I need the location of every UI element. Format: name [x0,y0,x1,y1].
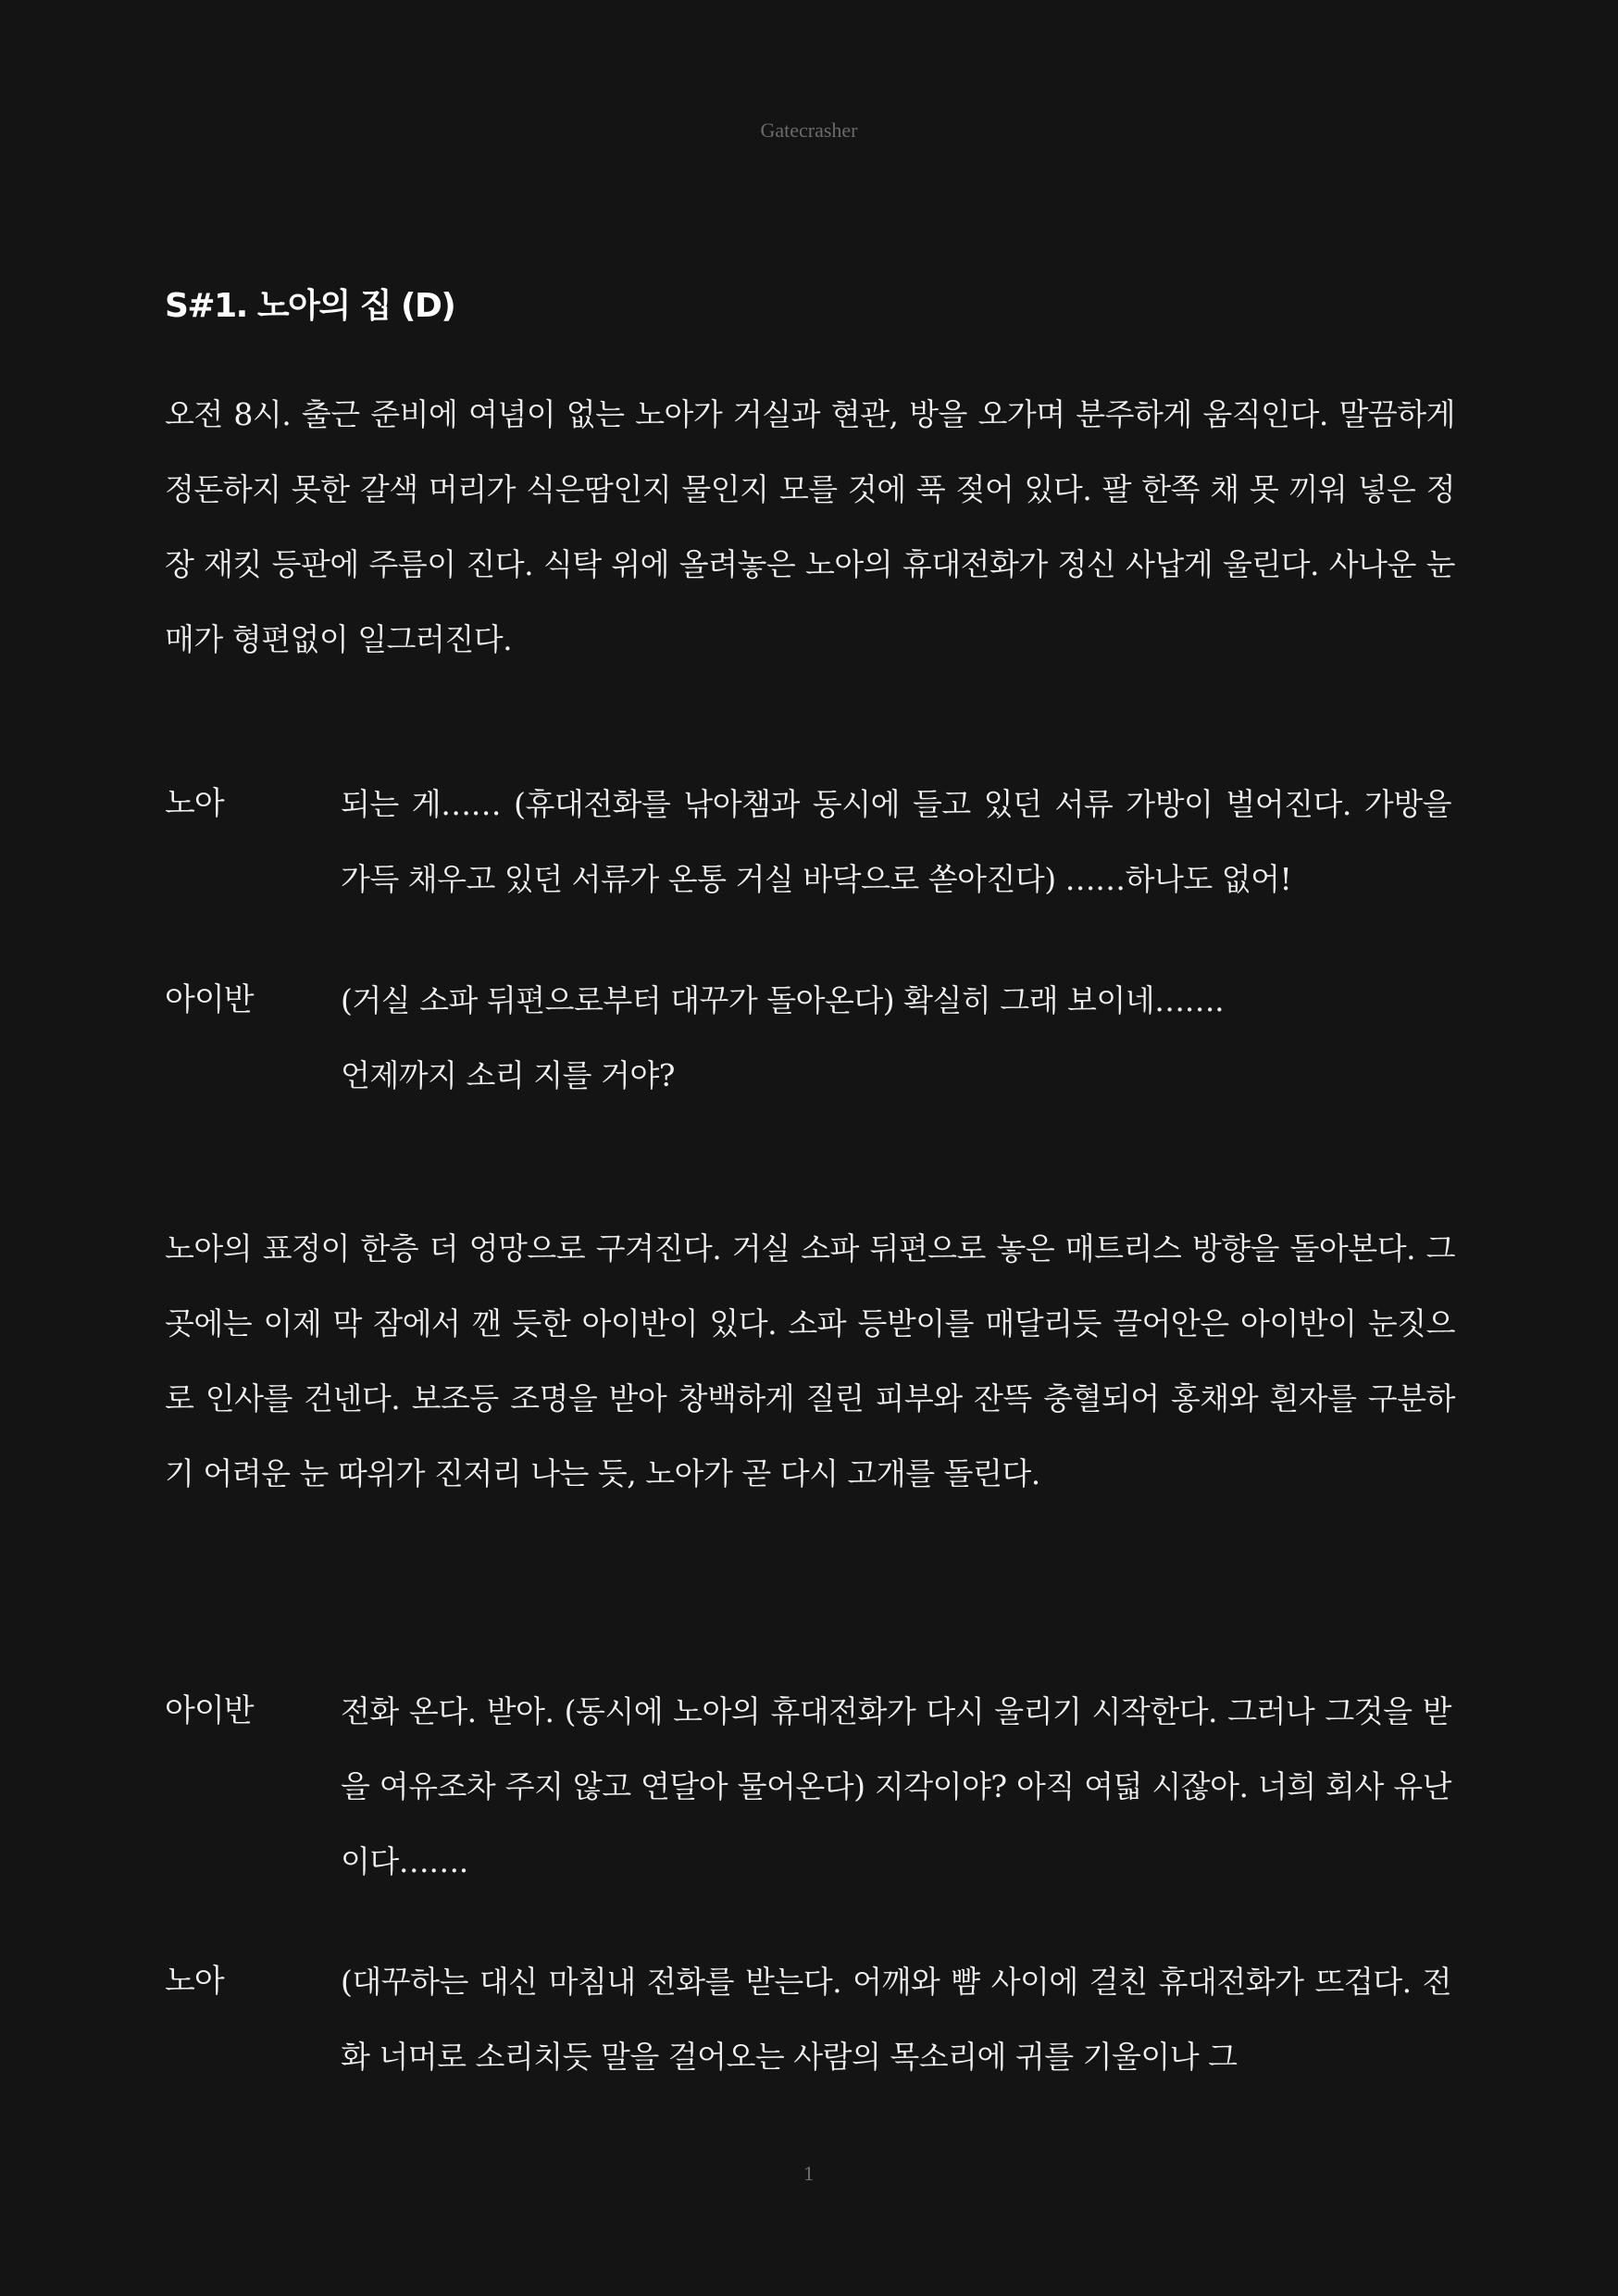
dialogue-block-2 [165,963,1455,1113]
speaker-name: 노아 [165,785,224,822]
dialogue-line: 언제까지 소리 지를 거야? [341,1057,675,1093]
dialogue-line: (거실 소파 뒤편으로부터 대꾸가 돌아온다) 확실히 그래 보이네……. [341,982,1225,1018]
page-number: 1 [803,2163,815,2185]
dialogue-block-3 [165,1674,1455,1899]
scene-heading: S#1. 노아의 집 (D) [165,287,455,325]
dialogue-line: 되는 게…… (휴대전화를 낚아챔과 동시에 들고 있던 서류 가방이 벌어진다. 가방을 가득 채우고 있던 서류가 온통 거실 바닥으로 쏟아진다) ……하나도 없어! [341,786,1451,897]
action-paragraph-1: 오전 8시. 출근 준비에 여념이 없는 노아가 거실과 현관, 방을 오가며 분주하게 움직인다. 말끔하게 정돈하지 못한 갈색 머리가 식은땀인지 물인지 모를 것에 푹 젖어 있다. 팔 한쪽 채 못 끼워 넣은 정장 재킷 등판에 주름이 진다. 식탁 위에 올려놓은 노아의 휴대전화가 정신 사납게 울린다. 사나운 눈매가 형편없이 일그러진다. [165,396,1455,657]
dialogue-line: 전화 온다. 받아. (동시에 노아의 휴대전화가 다시 울리기 시작한다. 그러나 그것을 받을 여유조차 주지 않고 연달아 물어온다) 지각이야? 아직 여덟 시잖아. 너희 회사 유난이다……. [341,1693,1451,1879]
dialogue-block-1 [165,767,1455,917]
speaker-name: 노아 [165,1963,224,2000]
action-paragraph-2: 노아의 표정이 한층 더 엉망으로 구겨진다. 거실 소파 뒤편으로 놓은 매트리스 방향을 돌아본다. 그곳에는 이제 막 잠에서 깬 듯한 아이반이 있다. 소파 등받이를 매달리듯 끌어안은 아이반이 눈짓으로 인사를 건넨다. 보조등 조명을 받아 창백하게 질린 피부와 잔뜩 충혈되어 홍채와 흰자를 구분하기 어려운 눈 따위가 진저리 나는 듯, 노아가 곧 다시 고개를 돌린다. [165,1230,1455,1491]
dialogue-line: (대꾸하는 대신 마침내 전화를 받는다. 어깨와 뺨 사이에 걸친 휴대전화가 뜨겁다. 전화 너머로 소리치듯 말을 걸어오는 사람의 목소리에 귀를 기울이나 그 [341,1964,1451,2075]
speaker-name: 아이반 [165,1692,254,1729]
running-header: Gatecrasher [760,119,858,142]
dialogue-block-4 [165,1944,1455,2094]
speaker-name: 아이반 [165,981,254,1018]
